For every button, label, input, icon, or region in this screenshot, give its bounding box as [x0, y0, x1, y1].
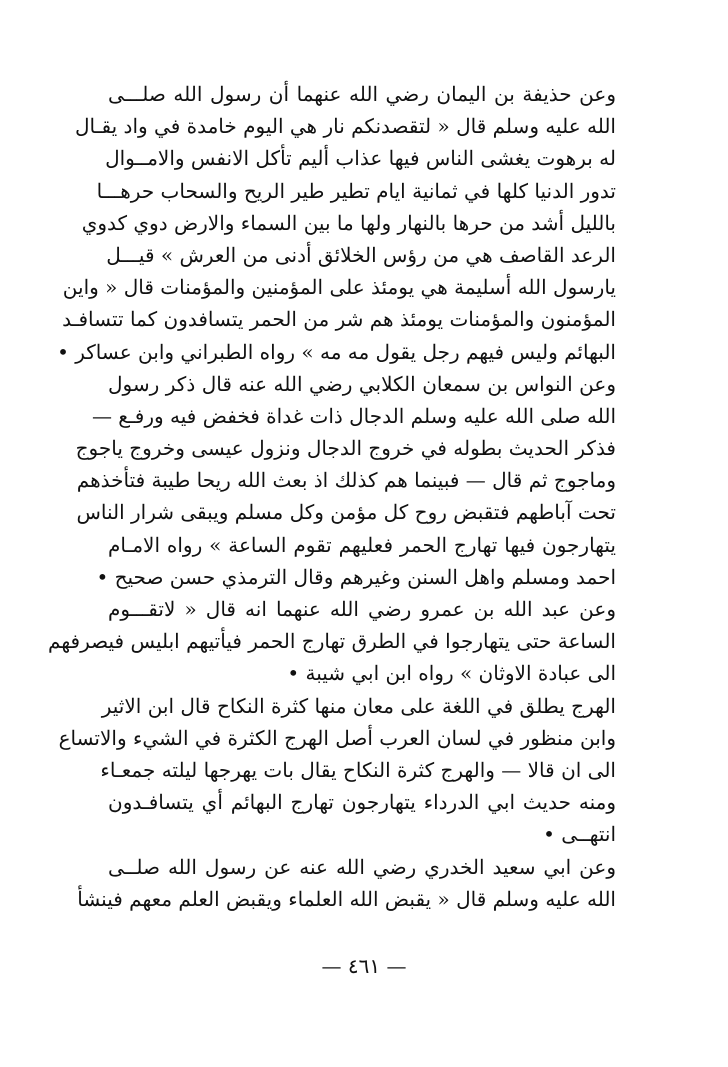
page-number: — ٤٦١ — [321, 954, 407, 978]
text-line: تحت آباطهم فتقبض روح كل مؤمن وكل مسلم ويبقى شرار الناس [76, 500, 616, 525]
text-line: الله صلى الله عليه وسلم الدجال ذات غداة فخفض فيه ورفـع — [91, 403, 616, 428]
text-line: وابن منظور في لسان العرب أصل الهرج الكثرة في الشيء والاتساع [58, 725, 616, 750]
text-line: يتهارجون فيها تهارج الحمر فعليهم تقوم الساعة » رواه الامـام [108, 532, 616, 557]
text-line: المؤمنون والمؤمنات يومئذ هم شر من الحمر يتسافدون كما تتسافـد [62, 307, 616, 332]
text-line: الرعد القاصف هي من رؤس الخلائق أدنى من العرش » قيـــل [106, 242, 616, 267]
text-line: ومنه حديث ابي الدرداء يتهارجون تهارج البهائم أي يتسافـدون [108, 790, 616, 815]
text-line: الله عليه وسلم قال « يقبض الله العلماء ويقبض العلم معهم فينشأ [77, 886, 616, 911]
text-line: تدور الدنيا كلها في ثمانية ايام تطير طير الريح والسحاب حرهـــا [96, 178, 616, 203]
body-text [48, 78, 616, 915]
text-line: الله عليه وسلم قال « لتقصدنكم نار هي اليوم خامدة في واد يقـال [75, 114, 616, 139]
text-line: احمد ومسلم واهل السنن وغيرهم وقال الترمذي حسن صحيح • [96, 564, 616, 589]
text-line: انتهــى • [543, 822, 616, 847]
text-line: وماجوج ثم قال — فبينما هم كذلك اذ بعث الله ريحا طيبة فتأخذهم [76, 468, 616, 493]
text-line: فذكر الحديث بطوله في خروج الدجال ونزول عيسى وخروج ياجوج [75, 436, 616, 461]
text-line: وعن عبد الله بن عمرو رضي الله عنهما انه قال « لاتقـــوم [108, 597, 616, 621]
text-line: البهائم وليس فيهم رجل يقول مه مه » رواه الطبراني وابن عساكر • [57, 339, 616, 364]
text-line: الهرج يطلق في اللغة على معان منها كثرة النكاح قال ابن الاثير [101, 693, 616, 718]
text-line: وعن النواس بن سمعان الكلابي رضي الله عنه قال ذكر رسول [108, 371, 616, 396]
text-line: الى عبادة الاوثان » رواه ابن ابي شيبة • [287, 661, 616, 686]
text-line: يارسول الله أسليمة هي يومئذ على المؤمنين والمؤمنات قال « واين [62, 275, 616, 300]
text-line: بالليل أشد من حرها بالنهار ولها ما بين السماء والارض دوي كدوي [81, 210, 616, 235]
text-line: الساعة حتى يتهارجوا في الطرق تهارج الحمر فيأتيهم ابليس فيصرفهم [48, 629, 616, 654]
text-line: وعن ابي سعيد الخدري رضي الله عنه عن رسول الله صلــى [108, 854, 616, 879]
text-line: الى ان قالا — والهرج كثرة النكاح يقال بات يهرجها ليلته جمعـاء [100, 757, 616, 782]
text-line: وعن حذيفة بن اليمان رضي الله عنهما أن رسول الله صلـــى [108, 82, 616, 106]
text-line: له برهوت يغشى الناس فيها عذاب أليم تأكل الانفس والامــوال [105, 146, 616, 171]
